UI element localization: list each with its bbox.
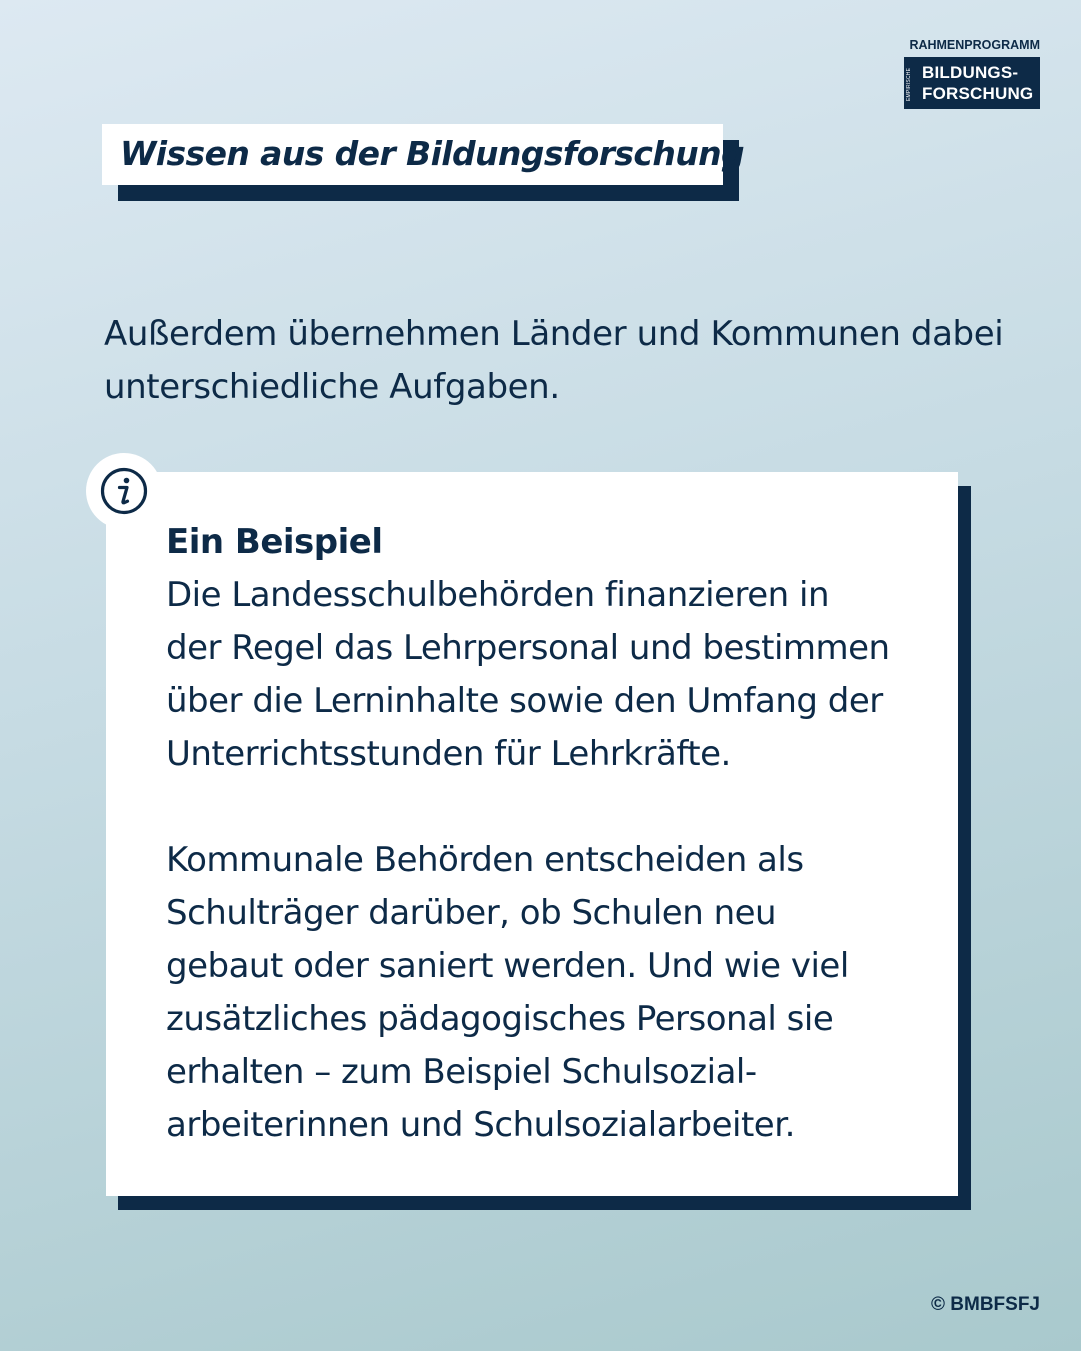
logo-vertical-text: EMPIRISCHE	[906, 67, 912, 101]
paragraph-1-line: über die Lerninhalte sowie den Umfang der	[166, 681, 883, 721]
paragraph-2-line: Kommunale Behörden entscheiden als	[166, 840, 804, 880]
card-heading: Ein Beispiel	[166, 522, 383, 562]
logo-line-2: FORSCHUNG	[922, 84, 1034, 103]
logo-top-line: RAHMENPROGRAMM	[909, 38, 1040, 52]
intro-line-2: unterschiedliche Aufgaben.	[104, 367, 560, 407]
paragraph-1-line: Unterrichtsstunden für Lehrkräfte.	[166, 734, 731, 774]
copyright: © BMBFSFJ	[931, 1294, 1040, 1315]
paragraph-1-line: Die Landesschulbehörden finanzieren in	[166, 575, 829, 615]
paragraph-1-line: der Regel das Lehrpersonal und bestimmen	[166, 628, 890, 668]
paragraph-2-line: erhalten – zum Beispiel Schulsozial-	[166, 1052, 757, 1092]
program-logo	[904, 38, 1040, 109]
card-paragraph-2	[166, 834, 926, 1152]
intro-line-1: Außerdem übernehmen Länder und Kommunen dabei	[104, 314, 1004, 354]
card-text	[166, 516, 926, 1152]
page-title: Wissen aus der Bildungsforschung	[120, 134, 745, 173]
paragraph-2-line: zusätzliches pädagogisches Personal sie	[166, 999, 834, 1039]
paragraph-2-line: Schulträger darüber, ob Schulen neu	[166, 893, 777, 933]
title-box	[102, 124, 745, 185]
paragraph-2-line: arbeiterinnen und Schulsozialarbeiter.	[166, 1105, 795, 1145]
paragraph-2-line: gebaut oder saniert werden. Und wie viel	[166, 946, 849, 986]
logo-box	[904, 57, 1040, 109]
card-paragraph-1	[166, 569, 926, 781]
logo-line-1: BILDUNGS-	[922, 63, 1019, 82]
logo-wordmark	[922, 62, 1033, 104]
intro-text	[104, 308, 1044, 414]
info-icon	[100, 467, 148, 515]
